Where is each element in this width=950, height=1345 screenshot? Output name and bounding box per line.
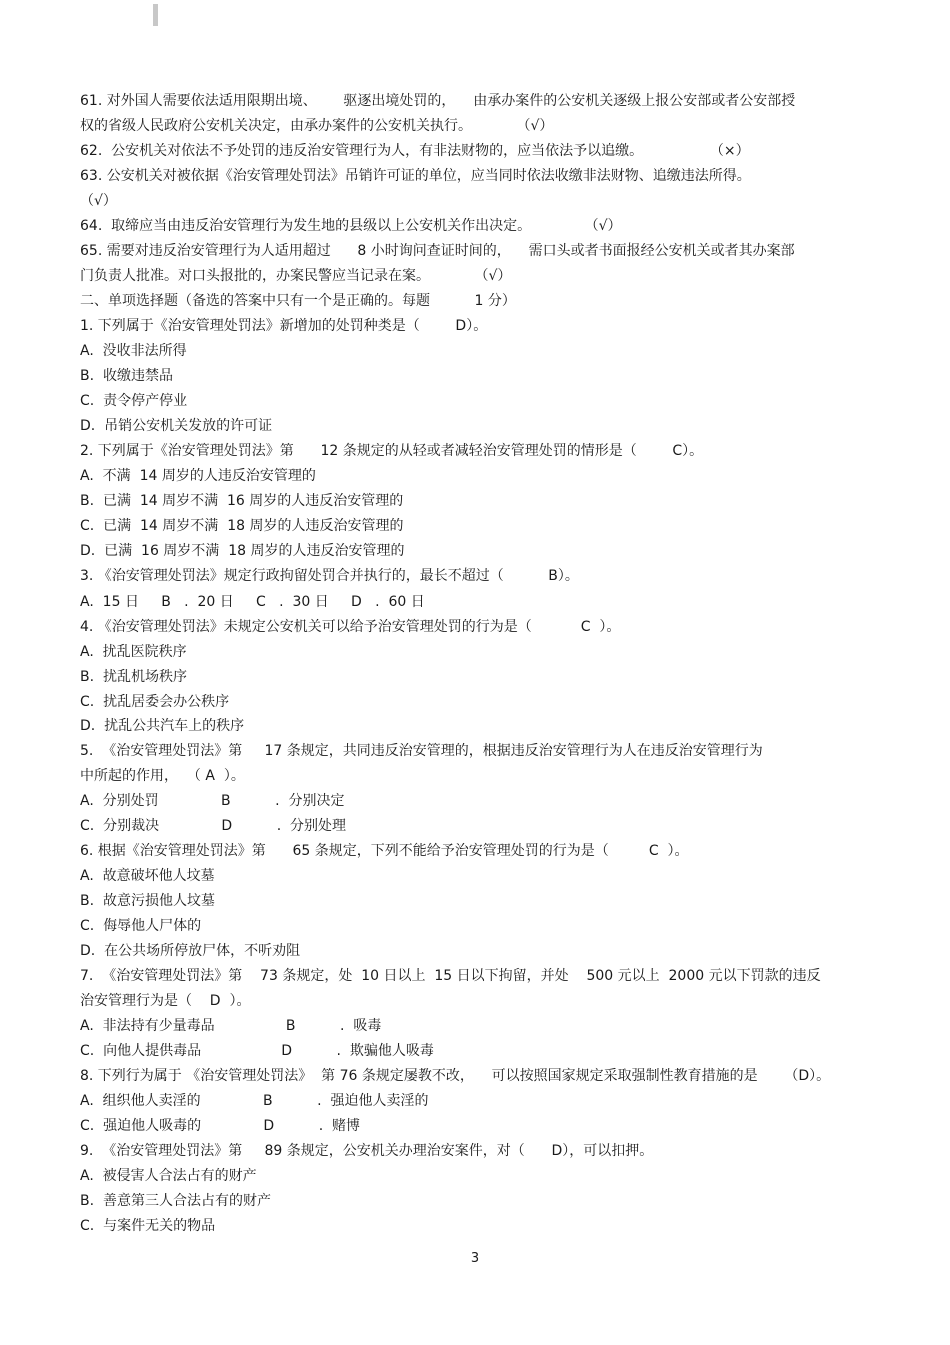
- text-line: 63. 公安机关对被依据《治安管理处罚法》吊销许可证的单位，应当同时依法收缴非法财物、追缴违法所得。: [80, 168, 751, 184]
- option: D. 已满 16 周岁不满 18 周岁的人违反治安管理的: [80, 543, 405, 559]
- text-line: 门负责人批准。对口头报批的，办案民警应当记录在案。 （√）: [80, 268, 512, 284]
- option: D. 吊销公安机关发放的许可证: [80, 418, 273, 434]
- text-line: 61. 对外国人需要依法适用限期出境、 驱逐出境处罚的， 由承办案件的公安机关逐级上报公安部或者公安部授: [80, 93, 796, 109]
- option: A. 被侵害人合法占有的财产: [80, 1168, 257, 1184]
- option: A. 不满 14 周岁的人违反治安管理的: [80, 468, 316, 484]
- question: 9. 《治安管理处罚法》第 89 条规定，公安机关办理治安案件，对（ D），可以扣押。: [80, 1143, 654, 1159]
- text-line: 65. 需要对违反治安管理行为人适用超过 8 小时询问查证时间的， 需口头或者书面报经公安机关或者其办案部: [80, 243, 795, 259]
- option: A. 非法持有少量毒品 B . 吸毒: [80, 1018, 382, 1034]
- option: D. 在公共场所停放尸体，不听劝阻: [80, 943, 301, 959]
- text-line: 64. 取缔应当由违反治安管理行为发生地的县级以上公安机关作出决定。 （√）: [80, 218, 622, 234]
- question: 8. 下列行为属于 《治安管理处罚法》 第 76 条规定屡教不改， 可以按照国家规定采取强制性教育措施的是 （D）。: [80, 1068, 831, 1084]
- scan-mark: [153, 4, 158, 26]
- question: 中所起的作用， （ A ）。: [80, 768, 245, 784]
- option: C. 责令停产停业: [80, 393, 188, 409]
- option: D. 扰乱公共汽车上的秩序: [80, 718, 245, 734]
- option: C. 向他人提供毒品 D . 欺骗他人吸毒: [80, 1043, 434, 1059]
- option: C. 与案件无关的物品: [80, 1218, 216, 1234]
- question: 4. 《治安管理处罚法》未规定公安机关可以给予治安管理处罚的行为是（ C ）。: [80, 619, 621, 635]
- section-heading: 二、单项选择题（备选的答案中只有一个是正确的。每题 1 分）: [80, 293, 516, 309]
- text-line: （√）: [80, 193, 117, 209]
- option: A. 扰乱医院秩序: [80, 644, 187, 660]
- option: A. 分别处罚 B . 分别决定: [80, 793, 345, 809]
- option: C. 分别裁决 D . 分别处理: [80, 818, 347, 834]
- text-line: 62. 公安机关对依法不予处罚的违反治安管理行为人，有非法财物的，应当依法予以追缴。 （×）: [80, 143, 750, 159]
- option: B. 已满 14 周岁不满 16 周岁的人违反治安管理的: [80, 493, 404, 509]
- option: C. 扰乱居委会办公秩序: [80, 694, 230, 710]
- option: B. 收缴违禁品: [80, 368, 173, 384]
- question: 6. 根据《治安管理处罚法》第 65 条规定，下列不能给予治安管理处罚的行为是（ C ）。: [80, 843, 689, 859]
- option: A. 15 日 B . 20 日 C . 30 日 D . 60 日: [80, 594, 425, 610]
- option: A. 故意破坏他人坟墓: [80, 868, 215, 884]
- question: 1. 下列属于《治安管理处罚法》新增加的处罚种类是（ D）。: [80, 318, 488, 334]
- text-line: 权的省级人民政府公安机关决定，由承办案件的公安机关执行。 （√）: [80, 118, 554, 134]
- option: A. 没收非法所得: [80, 343, 187, 359]
- option: B. 故意污损他人坟墓: [80, 893, 215, 909]
- question: 5. 《治安管理处罚法》第 17 条规定，共同违反治安管理的，根据违反治安管理行为人在违反治安管理行为: [80, 743, 763, 759]
- option: A. 组织他人卖淫的 B . 强迫他人卖淫的: [80, 1093, 429, 1109]
- question: 2. 下列属于《治安管理处罚法》第 12 条规定的从轻或者减轻治安管理处罚的情形是（ C）。: [80, 443, 704, 459]
- option: B. 扰乱机场秩序: [80, 669, 187, 685]
- option: C. 已满 14 周岁不满 18 周岁的人违反治安管理的: [80, 518, 404, 534]
- option: C. 强迫他人吸毒的 D . 赌博: [80, 1118, 361, 1134]
- option: C. 侮辱他人尸体的: [80, 918, 202, 934]
- page-number: 3: [470, 1251, 480, 1266]
- question: 7. 《治安管理处罚法》第 73 条规定，处 10 日以上 15 日以下拘留，并处 500 元以上 2000 元以下罚款的违反: [80, 968, 821, 984]
- option: B. 善意第三人合法占有的财产: [80, 1193, 271, 1209]
- question: 3. 《治安管理处罚法》规定行政拘留处罚合并执行的，最长不超过（ B）。: [80, 568, 579, 584]
- question: 治安管理行为是（ D ）。: [80, 993, 251, 1009]
